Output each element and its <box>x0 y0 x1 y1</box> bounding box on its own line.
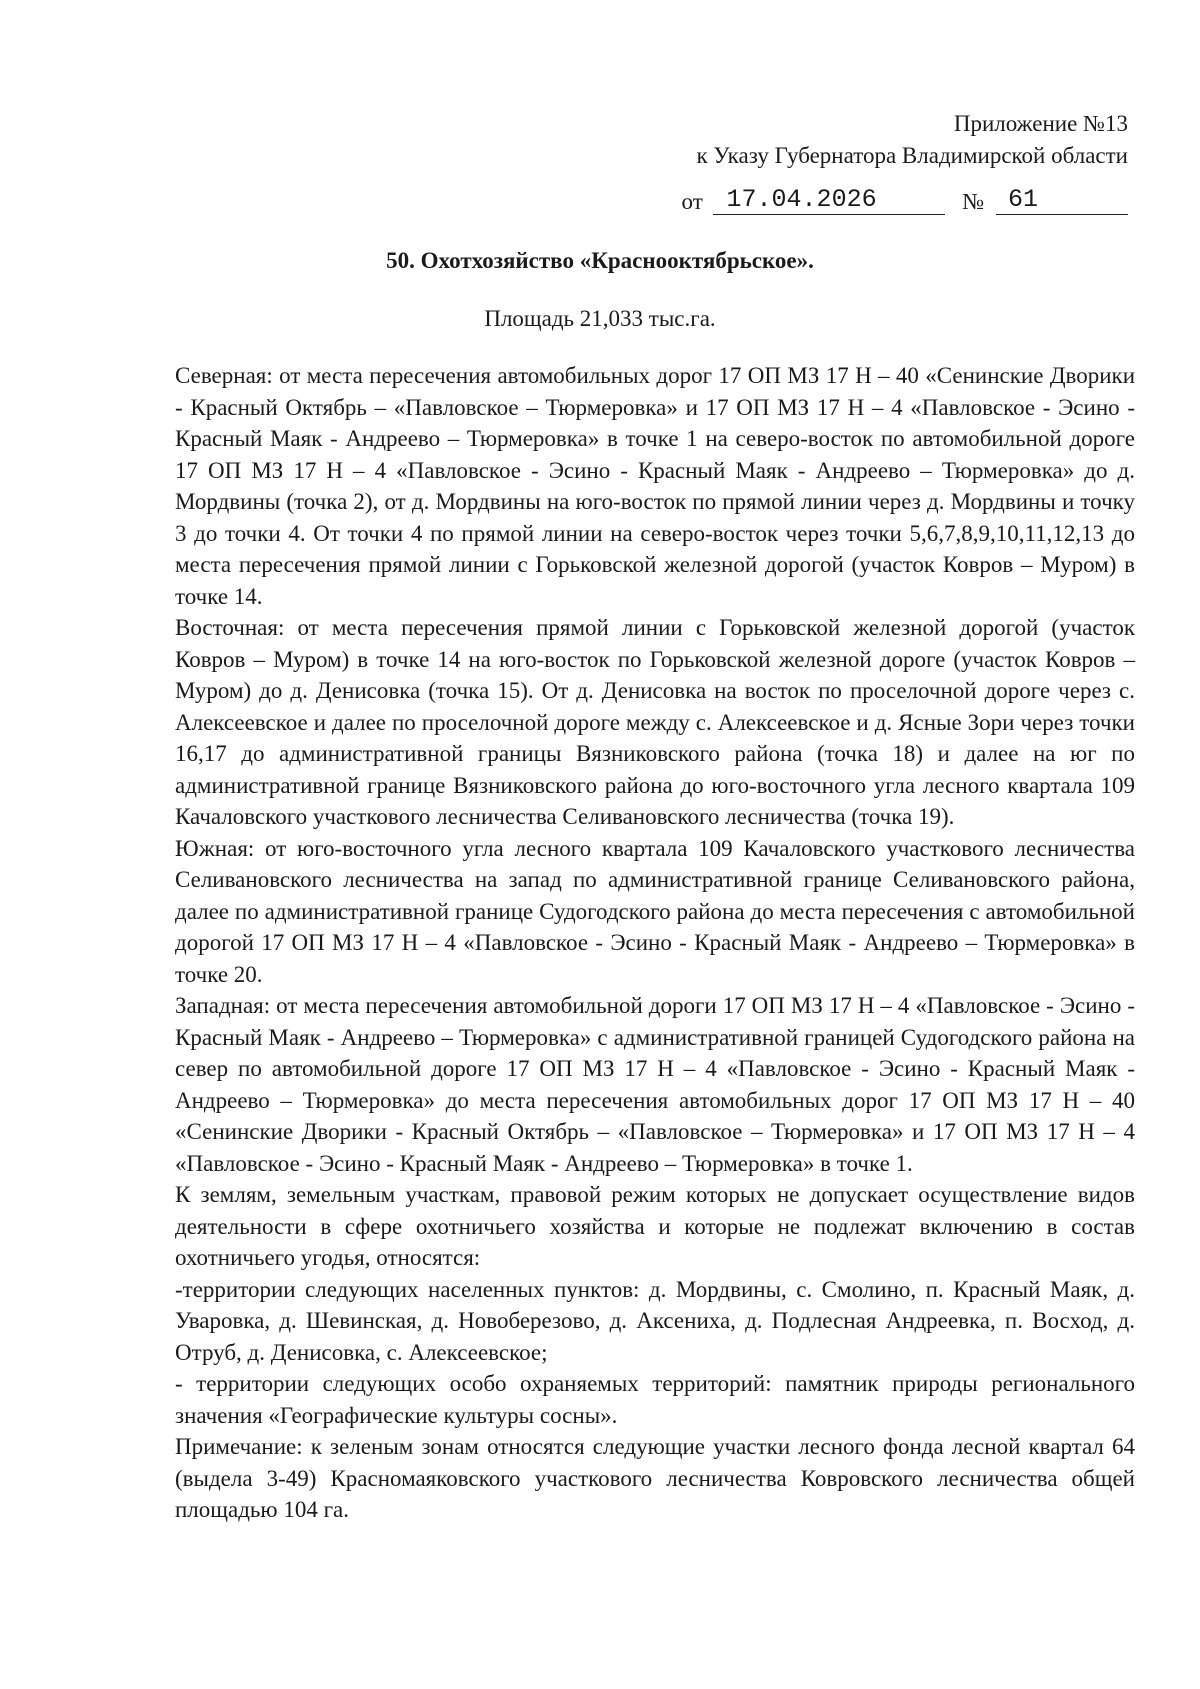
north-boundary-paragraph: Северная: от места пересечения автомобильных дорог 17 ОП МЗ 17 Н – 40 «Сенинские Дворики - Красный Октябрь – «Павловское – Тюрмеровка» и 17 ОП МЗ 17 Н – 4 «Павловское - Эсино - Красный Маяк - Андреево – Тюрмеровка» в точке 1 на северо-восток по автомобильной дороге 17 ОП МЗ 17 Н – 4 «Павловское - Эсино - Красный Маяк - Андреево – Тюрмеровка» до д. Мордвины (точка 2), от д. Мордвины на юго-восток по прямой линии через д. Мордвины и точку 3 до точки 4. От точки 4 по прямой линии на северо-восток через точки 5,6,7,8,9,10,11,12,13 до места пересечения прямой линии с Горьковской железной дорогой (участок Ковров – Муром) в точке 14. <box>175 363 1135 609</box>
area-line: Площадь 21,033 тыс.га. <box>484 306 716 331</box>
south-boundary-paragraph: Южная: от юго-восточного угла лесного квартала 109 Качаловского участкового лесничества Селивановского лесничества на запад по административной границе Селивановского района, далее по административной границе Судогодского района до места пересечения с автомобильной дорогой 17 ОП МЗ 17 Н – 4 «Павловское - Эсино - Красный Маяк - Андреево – Тюрмеровка» в точке 20. <box>175 835 1135 987</box>
excluded-lands-paragraph: К землям, земельным участкам, правовой режим которых не допускает осуществление видов деятельности в сфере охотничьего хозяйства и которые не подлежат включению в состав охотничьего угодья, относятся: <box>175 1182 1135 1270</box>
protected-areas-paragraph: - территории следующих особо охраняемых территорий: памятник природы регионального значения «Географические культуры сосны». <box>175 1371 1135 1428</box>
number-label: № <box>962 189 985 214</box>
appendix-reference: к Указу Губернатора Владимирской области <box>696 143 1128 168</box>
decree-number: 61 <box>996 186 1128 215</box>
decree-date-number <box>682 186 1128 215</box>
note-paragraph: Примечание: к зеленым зонам относятся следующие участки лесного фонда лесной квартал 64 (выдела 3-49) Красномаяковского участкового лесничества Ковровского лесничества общей площадью 104 га. <box>175 1434 1135 1522</box>
section-title: 50. Охотхозяйство «Краснооктябрьское». <box>386 248 814 273</box>
east-boundary-paragraph: Восточная: от места пересечения прямой линии с Горьковской железной дорогой (участок Ковров – Муром) в точке 14 на юго-восток по Горьковской железной дороге (участок Ковров – Муром) до д. Денисовка (точка 15). От д. Денисовка на восток по проселочной дороге через с. Алексеевское и далее по проселочной дороге между с. Алексеевское и д. Ясные Зори через точки 16,17 до административной границы Вязниковского района (точка 18) и далее на юг по административной границе Вязниковского района до юго-восточного угла лесного квартала 109 Качаловского участкового лесничества Селивановского лесничества (точка 19). <box>175 615 1135 829</box>
document-body <box>175 360 1135 1526</box>
decree-date: 17.04.2026 <box>713 186 945 215</box>
west-boundary-paragraph: Западная: от места пересечения автомобильной дороги 17 ОП МЗ 17 Н – 4 «Павловское - Эсино - Красный Маяк - Андреево – Тюрмеровка» с административной границей Судогодского района на север по автомобильной дороге 17 ОП МЗ 17 Н – 4 «Павловское - Эсино - Красный Маяк - Андреево – Тюрмеровка» до места пересечения автомобильных дорог 17 ОП МЗ 17 Н – 40 «Сенинские Дворики - Красный Октябрь – «Павловское – Тюрмеровка» и 17 ОП МЗ 17 Н – 4 «Павловское - Эсино - Красный Маяк - Андреево – Тюрмеровка» в точке 1. <box>175 993 1135 1176</box>
appendix-header <box>697 108 1129 172</box>
date-label: от <box>681 189 703 214</box>
appendix-title: Приложение №13 <box>953 111 1128 136</box>
settlements-paragraph: -территории следующих населенных пунктов: д. Мордвины, с. Смолино, п. Красный Маяк, д. Уваровка, д. Шевинская, д. Новоберезово, д. Аксениха, д. Подлесная Андреевка, п. Восход, д. Отруб, д. Денисовка, с. Алексеевское; <box>175 1276 1135 1365</box>
